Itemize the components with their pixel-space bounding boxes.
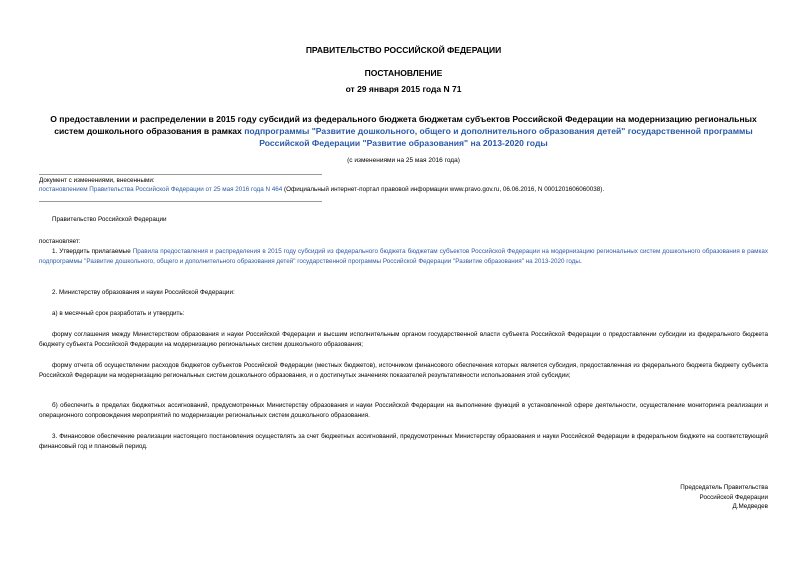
amendment-decree-link[interactable]: постановлением Правительства Российской Федерации от 25 мая 2016 года N 464: [39, 186, 283, 193]
government-paragraph: Правительство Российской Федерации: [52, 216, 167, 223]
amendment-source: (Официальный интернет-портал правовой информации www.pravo.gov.ru, 06.06.2016, N 0001201606060038).: [282, 186, 605, 193]
item-1-paragraph: [39, 247, 768, 266]
title-text: О предоставлении и распределении в 2015 году субсидий из федерального бюджета бюджетам субъектов Российской Федерации на модернизацию региональных систем дошкольного образования в рамках: [50, 114, 757, 136]
rules-link[interactable]: Правила предоставления и распределения в 2015 году субсидий из федерального бюджета бюджетам субъектов Российской Федерации на модернизацию региональных систем дошкольного образования в рамках подпрограммы "Развитие дошкольного, общего и дополнительного образования детей" государственной программы Российской Федерации "Развитие образования" на 2013-2020 годы: [39, 248, 769, 265]
changes-note: (с изменениями на 25 мая 2016 года): [347, 157, 460, 164]
item-2a-form1-paragraph: форму соглашения между Министерством образования и науки Российской Федерации и высшим исполнительным органом государственной власти субъекта Российской Федерации о предоставлении субсидии из федерального бюджета бюджету субъекта Российской Федерации на модернизацию региональных систем дошкольного образования;: [39, 331, 768, 348]
divider-bottom: [39, 201, 322, 202]
signature-name: Д.Медведев: [732, 503, 768, 511]
divider-top: [39, 174, 322, 175]
document-date-number: от 29 января 2015 года N 71: [345, 84, 462, 94]
item-2a-paragraph: а) в месячный срок разработать и утвердить:: [52, 310, 185, 317]
item-3-paragraph: 3. Финансовое обеспечение реализации настоящего постановления осуществлять за счет бюджетных ассигнований, предусмотренных Министерству образования и науки Российской Федерации в федеральном бюджете на соответствующий финансовый год и плановый период.: [39, 433, 768, 450]
document-title: [40, 113, 767, 149]
item-1-suffix: .: [579, 257, 582, 265]
item-1-prefix: 1. Утвердить прилагаемые: [52, 248, 133, 255]
decides-paragraph: постановляет:: [39, 238, 81, 245]
signature-title: Председатель Правительства: [680, 484, 768, 491]
amendments-reference: [39, 186, 604, 193]
item-2a-form2-paragraph: форму отчета об осуществлении расходов бюджетов субъектов Российской Федерации (местных бюджетов), источником финансового обеспечения которых является субсидия, предоставленная из федерального бюджета бюджету субъекта Российской Федерации на модернизацию региональных систем дошкольного образования, и о достигнутых значениях показателей результативности использования этой субсидии;: [39, 362, 768, 379]
item-2-paragraph: 2. Министерству образования и науки Российской Федерации:: [52, 289, 235, 296]
subprogram-link[interactable]: подпрограммы "Развитие дошкольного, общего и дополнительного образования детей" государственной программы Российской Федерации "Развитие образования" на 2013-2020 годы: [244, 126, 753, 148]
government-heading: ПРАВИТЕЛЬСТВО РОССИЙСКОЙ ФЕДЕРАЦИИ: [305, 45, 502, 55]
signature-block: [680, 483, 768, 512]
amendments-label: Документ с изменениями, внесенными:: [39, 177, 155, 184]
document-type-heading: ПОСТАНОВЛЕНИЕ: [364, 68, 443, 78]
item-2b-paragraph: б) обеспечить в пределах бюджетных ассигнований, предусмотренных Министерству образования и науки Российской Федерации на выполнение функций в установленной сфере деятельности, осуществление мониторинга реализации и операционного сопровождения мероприятий по модернизации региональных систем дошкольного образования.: [39, 402, 768, 419]
signature-organization: Российской Федерации: [699, 493, 768, 501]
